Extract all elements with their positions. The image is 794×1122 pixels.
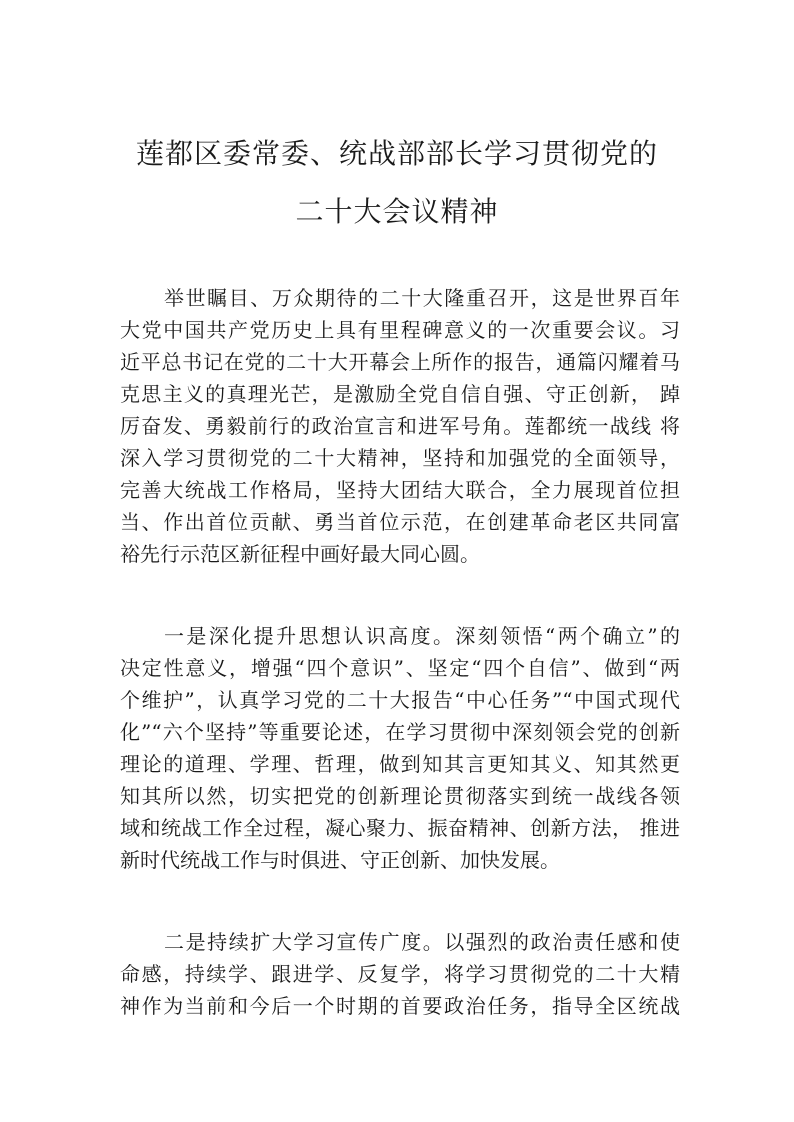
paragraph-line: 一是深化提升思想认识高度。深刻领悟“两个确立”的 — [164, 624, 680, 648]
paragraph-line: 近平总书记在党的二十大开幕会上所作的报告，通篇闪耀着马 — [120, 350, 680, 374]
paragraph-line: 深入学习贯彻党的二十大精神，坚持和加强党的全面领导， — [120, 446, 680, 470]
paragraph-line: 个维护”，认真学习党的二十大报告“中心任务”“中国式现代 — [120, 688, 680, 712]
paragraph-line: 知其所以然，切实把党的创新理论贯彻落实到统一战线各领 — [120, 784, 680, 808]
paragraph-line: 化”“六个坚持”等重要论述，在学习贯彻中深刻领会党的创新 — [120, 720, 680, 744]
paragraph-line: 裕先行示范区新征程中画好最大同心圆。 — [120, 542, 480, 566]
paragraph-line: 举世瞩目、万众期待的二十大隆重召开，这是世界百年 — [164, 286, 680, 310]
paragraph-line: 克思主义的真理光芒，是激励全党自信自强、守正创新， 踔 — [120, 382, 680, 406]
paragraph-line: 当、作出首位贡献、勇当首位示范，在创建革命老区共同富 — [120, 510, 680, 534]
paragraph-line: 决定性意义，增强“四个意识”、坚定“四个自信”、做到“两 — [120, 656, 680, 680]
paragraph-line: 新时代统战工作与时俱进、守正创新、加快发展。 — [120, 848, 560, 872]
paragraph-line: 理论的道理、学理、哲理，做到知其言更知其义、知其然更 — [120, 752, 680, 776]
paragraph-line: 神作为当前和今后一个时期的首要政治任务，指导全区统战 — [120, 994, 680, 1018]
document-title-line-2: 二十大会议精神 — [295, 195, 499, 228]
paragraph-line: 域和统战工作全过程，凝心聚力、振奋精神、创新方法， 推进 — [120, 816, 680, 840]
paragraph-line: 命感，持续学、跟进学、反复学，将学习贯彻党的二十大精 — [120, 962, 680, 986]
paragraph-line: 大党中国共产党历史上具有里程碑意义的一次重要会议。习 — [120, 318, 680, 342]
document-title-line-1: 莲都区委常委、统战部部长学习贯彻党的 — [135, 137, 658, 170]
paragraph-line: 二是持续扩大学习宣传广度。以强烈的政治责任感和使 — [164, 930, 680, 954]
paragraph-line: 厉奋发、勇毅前行的政治宣言和进军号角。莲都统一战线 将 — [120, 414, 680, 438]
paragraph-line: 完善大统战工作格局，坚持大团结大联合，全力展现首位担 — [120, 478, 680, 502]
